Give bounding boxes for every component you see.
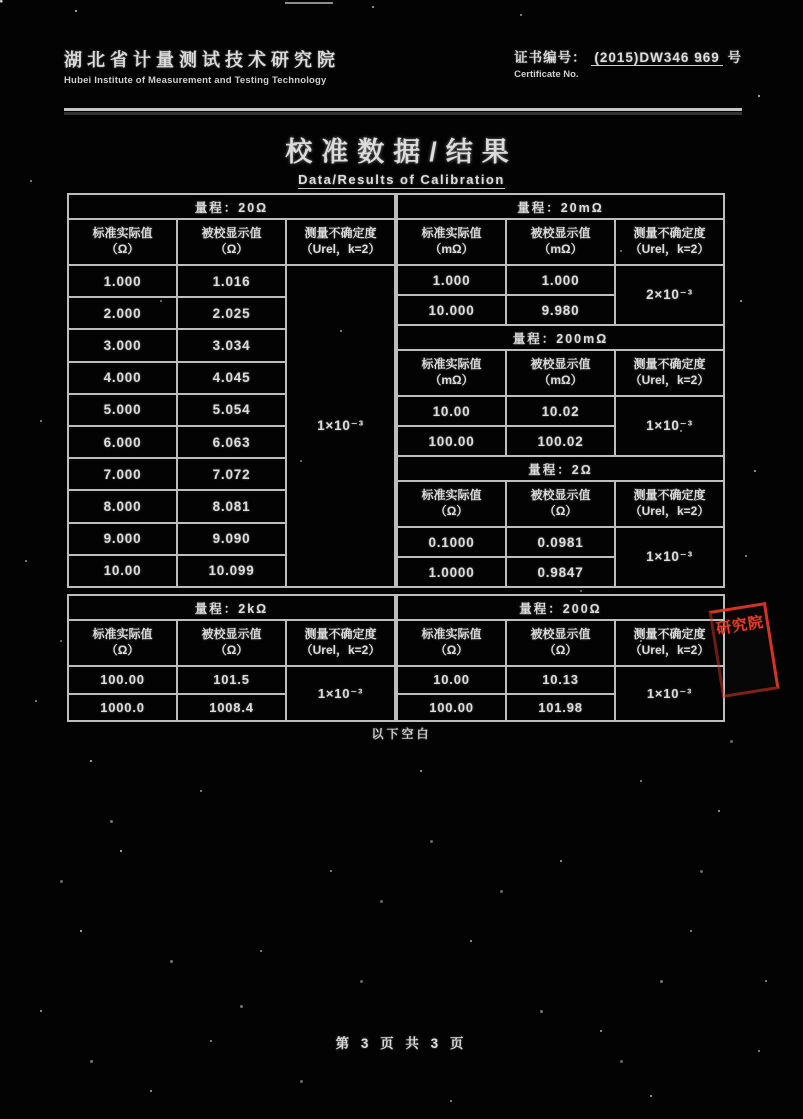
display-value-cell: 2.025 (177, 297, 286, 329)
std-value-cell: 0.1000 (397, 527, 506, 557)
uncertainty-cell: 1×10⁻³ (615, 666, 724, 721)
certificate-no-label-cn: 证书编号： (514, 50, 587, 65)
column-header-row (397, 620, 724, 666)
institute-name-en: Hubei Institute of Measurement and Testing Technology (64, 75, 327, 86)
institute-name-cn: 湖北省计量测试技术研究院 (64, 50, 340, 70)
col-header-displayed: 被校显示值 （Ω） (506, 620, 615, 666)
std-value-cell: 5.000 (68, 394, 177, 426)
page-subtitle: Data/Results of Calibration (298, 172, 505, 187)
col-header-displayed: 被校显示值 （Ω） (177, 620, 286, 666)
display-value-cell: 10.099 (177, 555, 286, 587)
scan-artifact (285, 2, 333, 4)
display-value-cell: 9.980 (506, 295, 615, 325)
uncertainty-cell: 1×10⁻³ (615, 527, 724, 587)
column-header-row (397, 481, 724, 527)
column-header-row (68, 620, 395, 666)
col-header-standard: 标准实际值 （mΩ） (397, 219, 506, 265)
std-value-cell: 1000.0 (68, 694, 177, 722)
range-label: 量程：200mΩ (397, 325, 724, 350)
col-header-displayed: 被校显示值 （mΩ） (506, 350, 615, 396)
std-value-cell: 1.0000 (397, 557, 506, 587)
page-subtitle-wrap (0, 171, 803, 189)
col-header-uncertainty: 测量不确定度 （Urel，k=2） (286, 219, 395, 265)
col-header-uncertainty: 测量不确定度 （Urel，k=2） (615, 481, 724, 527)
col-header-displayed: 被校显示值 （Ω） (506, 481, 615, 527)
certificate-no-label-en: Certificate No. (514, 69, 579, 80)
red-seal-stamp (708, 602, 779, 698)
std-value-cell: 10.00 (397, 666, 506, 694)
display-value-cell: 1008.4 (177, 694, 286, 722)
std-value-cell: 1.000 (397, 265, 506, 295)
std-value-cell: 6.000 (68, 426, 177, 458)
display-value-cell: 100.02 (506, 426, 615, 456)
std-value-cell: 100.00 (397, 426, 506, 456)
std-value-cell: 100.00 (68, 666, 177, 694)
blank-below-note: 以下空白 (371, 727, 432, 741)
display-value-cell: 9.090 (177, 523, 286, 555)
range-caption-row (397, 325, 724, 350)
col-header-standard: 标准实际值 （Ω） (68, 620, 177, 666)
column-header-row (397, 350, 724, 396)
display-value-cell: 8.081 (177, 490, 286, 522)
display-value-cell: 4.045 (177, 362, 286, 394)
display-value-cell: 1.000 (506, 265, 615, 295)
display-value-cell: 10.02 (506, 396, 615, 426)
uncertainty-cell: 2×10⁻³ (615, 265, 724, 325)
col-header-uncertainty: 测量不确定度 （Urel，k=2） (615, 620, 724, 666)
std-value-cell: 9.000 (68, 523, 177, 555)
stamp-text: 研究院 (715, 613, 766, 638)
certificate-no-suffix: 号 (727, 50, 742, 65)
certificate-no-line (514, 46, 742, 66)
col-header-standard: 标准实际值 （Ω） (397, 620, 506, 666)
col-header-standard: 标准实际值 （Ω） (397, 481, 506, 527)
display-value-cell: 5.054 (177, 394, 286, 426)
std-value-cell: 7.000 (68, 458, 177, 490)
range-200ohm-table (396, 594, 725, 722)
display-value-cell: 0.0981 (506, 527, 615, 557)
header-divider (64, 108, 742, 111)
col-header-displayed: 被校显示值 （Ω） (177, 219, 286, 265)
col-header-standard: 标准实际值 （Ω） (68, 219, 177, 265)
table-row (397, 396, 724, 426)
calibration-table-bottom (67, 594, 725, 722)
col-header-uncertainty: 测量不确定度 （Urel，k=2） (615, 350, 724, 396)
std-value-cell: 100.00 (397, 694, 506, 722)
range-caption-row (68, 194, 395, 219)
uncertainty-cell: 1×10⁻³ (286, 265, 395, 587)
certificate-no-block (514, 46, 742, 80)
display-value-cell: 6.063 (177, 426, 286, 458)
range-label: 量程：20Ω (68, 194, 395, 219)
column-header-row (68, 219, 395, 265)
display-value-cell: 3.034 (177, 329, 286, 361)
std-value-cell: 4.000 (68, 362, 177, 394)
std-value-cell: 3.000 (68, 329, 177, 361)
display-value-cell: 101.5 (177, 666, 286, 694)
uncertainty-cell: 1×10⁻³ (615, 396, 724, 456)
range-caption-row (397, 456, 724, 481)
display-value-cell: 101.98 (506, 694, 615, 722)
std-value-cell: 10.00 (397, 396, 506, 426)
col-header-uncertainty: 测量不确定度 （Urel，k=2） (286, 620, 395, 666)
col-header-uncertainty: 测量不确定度 （Urel，k=2） (615, 219, 724, 265)
display-value-cell: 7.072 (177, 458, 286, 490)
range-caption-row (397, 194, 724, 219)
range-label: 量程：20mΩ (397, 194, 724, 219)
display-value-cell: 0.9847 (506, 557, 615, 587)
range-caption-row (397, 595, 724, 620)
page-number-note: 第 3 页 共 3 页 (335, 1036, 468, 1051)
display-value-cell: 10.13 (506, 666, 615, 694)
certificate-header (64, 46, 742, 86)
std-value-cell: 1.000 (68, 265, 177, 297)
std-value-cell: 10.00 (68, 555, 177, 587)
table-row (397, 265, 724, 295)
page-title: 校准数据/结果 (285, 137, 518, 167)
institute-block (64, 46, 340, 86)
uncertainty-cell: 1×10⁻³ (286, 666, 395, 721)
range-label: 量程：2kΩ (68, 595, 395, 620)
display-value-cell: 1.016 (177, 265, 286, 297)
table-row (397, 527, 724, 557)
std-value-cell: 10.000 (397, 295, 506, 325)
table-row (68, 666, 395, 694)
std-value-cell: 2.000 (68, 297, 177, 329)
range-label: 量程：2Ω (397, 456, 724, 481)
col-header-displayed: 被校显示值 （mΩ） (506, 219, 615, 265)
table-row (397, 666, 724, 694)
range-2kohm-table (67, 594, 396, 722)
range-20ohm-table (67, 193, 396, 588)
std-value-cell: 8.000 (68, 490, 177, 522)
range-label: 量程：200Ω (397, 595, 724, 620)
table-row (68, 265, 395, 297)
range-caption-row (68, 595, 395, 620)
calibration-table-main (67, 193, 725, 588)
certificate-no-value: (2015)DW346 969 (591, 50, 722, 66)
column-header-row (397, 219, 724, 265)
col-header-standard: 标准实际值 （mΩ） (397, 350, 506, 396)
range-sub-tables (396, 193, 725, 588)
